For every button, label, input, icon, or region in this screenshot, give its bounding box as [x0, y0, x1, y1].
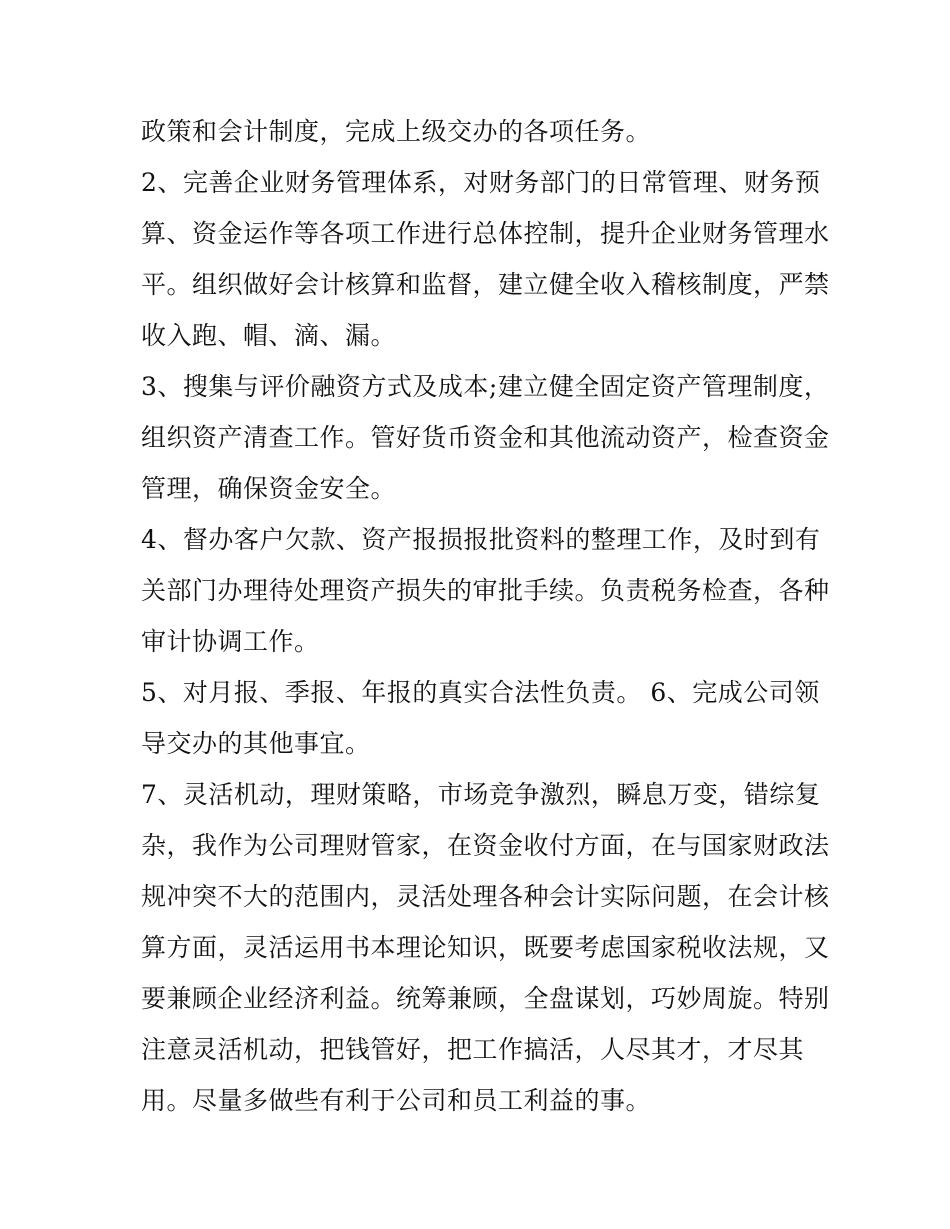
text-line: 4、督办客户欠款、资产报损报批资料的整理工作，及时到有 — [141, 525, 821, 554]
text-line: 平。组织做好会计核算和监督，建立健全收入稽核制度，严禁 — [141, 270, 830, 299]
text-line: 关部门办理待处理资产损失的审批手续。负责税务检查，各种 — [141, 576, 830, 605]
text-line: 政策和会计制度，完成上级交办的各项任务。 — [141, 117, 652, 146]
text-line: 杂，我作为公司理财管家，在资金收付方面，在与国家财政法 — [141, 831, 830, 860]
text-line: 要兼顾企业经济利益。统筹兼顾，全盘谋划，巧妙周旋。特别 — [141, 984, 830, 1013]
text-line: 5、对月报、季报、年报的真实合法性负责。 6、完成公司领 — [141, 678, 820, 707]
text-line: 导交办的其他事宜。 — [141, 729, 371, 758]
text-line: 注意灵活机动，把钱管好，把工作搞活，人尽其才，才尽其 — [141, 1035, 805, 1064]
text-line: 7、灵活机动，理财策略，市场竞争激烈，瞬息万变，错综复 — [141, 780, 821, 809]
text-line: 组织资产清查工作。管好货币资金和其他流动资产，检查资金 — [141, 423, 830, 452]
text-line: 用。尽量多做些有利于公司和员工利益的事。 — [141, 1086, 652, 1115]
text-line: 3、搜集与评价融资方式及成本;建立健全固定资产管理制度， — [141, 372, 830, 401]
text-line: 算、资金运作等各项工作进行总体控制，提升企业财务管理水 — [141, 219, 830, 248]
text-line: 算方面，灵活运用书本理论知识，既要考虑国家税收法规，又 — [141, 933, 830, 962]
text-line: 规冲突不大的范围内，灵活处理各种会计实际问题，在会计核 — [141, 882, 830, 911]
text-line: 管理，确保资金安全。 — [141, 474, 397, 503]
document-body — [141, 106, 830, 1126]
text-line: 2、完善企业财务管理体系，对财务部门的日常管理、财务预 — [141, 168, 821, 197]
text-line: 收入跑、帽、滴、漏。 — [141, 321, 397, 350]
text-line: 审计协调工作。 — [141, 627, 320, 656]
